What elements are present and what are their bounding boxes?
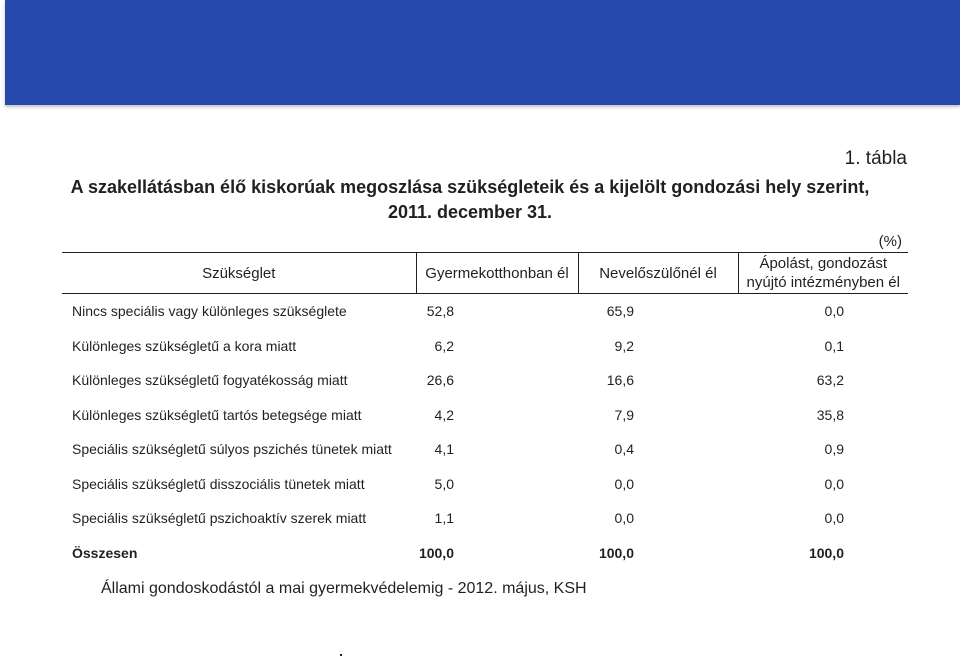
cell-foster-parent: 7,9 [614, 406, 634, 423]
column-header-care-institution: Ápolást, gondozást nyújtó intézményben él [738, 253, 908, 294]
row-label: Speciális szükségletű pszichoaktív szerek miatt [72, 510, 367, 527]
total-label: Összesen [72, 544, 138, 561]
row-label: Speciális szükségletű disszociális tünetek miatt [72, 475, 365, 492]
table-row [62, 467, 908, 502]
source-note: Állami gondoskodástól a mai gyermekvédelemig - 2012. május, KSH [101, 580, 587, 597]
table-row [62, 501, 908, 536]
row-label: Különleges szükségletű fogyatékosság miatt [72, 372, 348, 389]
cell-childrens-home: 26,6 [426, 372, 454, 389]
table-header-row [62, 253, 908, 294]
cell-childrens-home: 6,2 [434, 337, 454, 354]
cell-care-institution: 35,8 [816, 406, 844, 423]
cell-care-institution: 63,2 [816, 372, 844, 389]
needs-distribution-table [62, 252, 908, 570]
cell-childrens-home: 52,8 [426, 303, 454, 320]
table-title: A szakellátásban élő kiskorúak megoszlása szükségleteik és a kijelölt gondozási hely szerint, 2011. december 31. [70, 177, 870, 222]
table-row [62, 432, 908, 467]
total-childrens-home: 100,0 [418, 544, 454, 561]
column-header-childrens-home: Gyermekotthonban él [416, 253, 578, 294]
stray-dot [340, 654, 342, 656]
unit-label: (%) [878, 233, 902, 250]
column-header-foster-parent: Nevelőszülőnél él [578, 253, 738, 294]
cell-care-institution: 0,1 [824, 337, 844, 354]
table-row [62, 398, 908, 433]
cell-foster-parent: 0,0 [614, 510, 634, 527]
cell-foster-parent: 9,2 [614, 337, 634, 354]
table-row [62, 363, 908, 398]
cell-childrens-home: 1,1 [434, 510, 454, 527]
table-row [62, 329, 908, 364]
row-label: Különleges szükségletű a kora miatt [72, 337, 297, 354]
cell-foster-parent: 0,0 [614, 475, 634, 492]
total-care-institution: 100,0 [808, 544, 844, 561]
cell-foster-parent: 65,9 [606, 303, 634, 320]
cell-childrens-home: 4,1 [434, 441, 454, 458]
header-banner [5, 0, 960, 105]
table-number: 1. tábla [844, 148, 907, 169]
cell-foster-parent: 16,6 [606, 372, 634, 389]
row-label: Nincs speciális vagy különleges szükséglete [72, 303, 347, 320]
cell-care-institution: 0,9 [824, 441, 844, 458]
total-foster-parent: 100,0 [598, 544, 634, 561]
row-label: Speciális szükségletű súlyos pszichés tünetek miatt [72, 441, 392, 458]
cell-care-institution: 0,0 [824, 303, 844, 320]
cell-childrens-home: 4,2 [434, 406, 454, 423]
cell-care-institution: 0,0 [824, 510, 844, 527]
table-total-row [62, 536, 908, 571]
cell-foster-parent: 0,4 [614, 441, 634, 458]
column-header-need: Szükséglet [62, 253, 416, 294]
row-label: Különleges szükségletű tartós betegsége miatt [72, 406, 362, 423]
cell-care-institution: 0,0 [824, 475, 844, 492]
table-row [62, 294, 908, 329]
cell-childrens-home: 5,0 [434, 475, 454, 492]
